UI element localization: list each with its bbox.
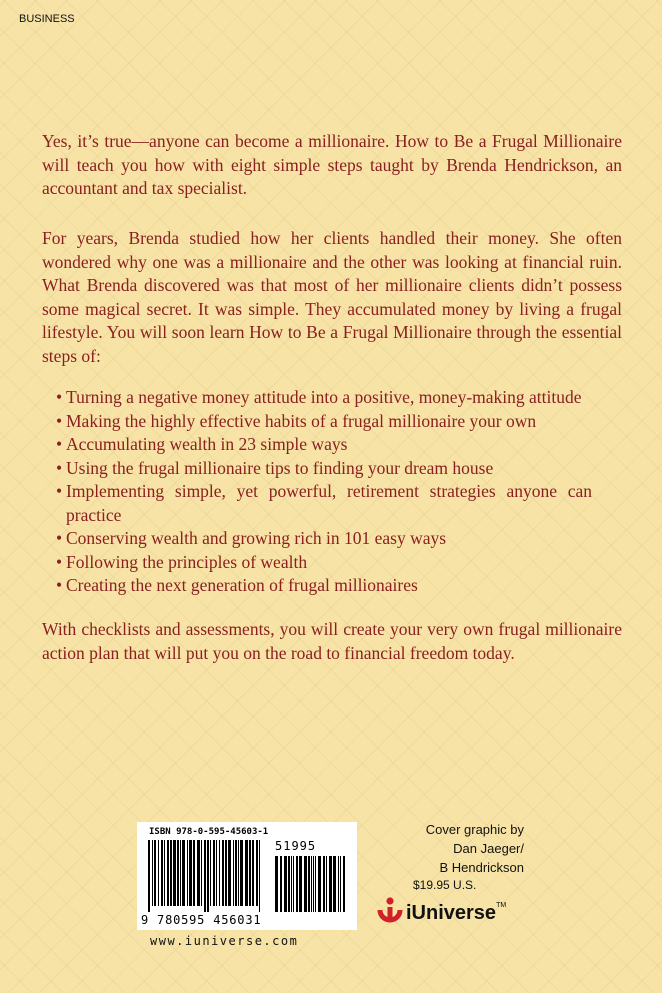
isbn-number: ISBN 978-0-595-45603-1 <box>149 827 269 837</box>
publisher-name: iUniverse <box>406 901 497 924</box>
list-item: • Following the principles of wealth <box>42 551 622 575</box>
price-code: 51995 <box>275 839 317 853</box>
credit-line: Cover graphic by <box>425 822 524 837</box>
list-item: • Using the frugal millionaire tips to finding your dream house <box>42 457 622 481</box>
trademark-symbol: TM <box>496 902 507 909</box>
list-item: • Accumulating wealth in 23 simple ways <box>42 433 622 457</box>
list-item: • Creating the next generation of frugal millionaires <box>42 574 622 598</box>
list-item: • Conserving wealth and growing rich in 101 easy ways <box>42 527 622 551</box>
story-paragraph: For years, Brenda studied how her clients handled their money. She often wondered why one was a millionaire and the other was looking at financial ruin. What Brenda discovered was that most of her millionaire clients didn’t possess some magical secret. It was simple. They accumulated money by living a frugal lifestyle. You will soon learn How to Be a Frugal Millionaire through the essential steps of: <box>42 228 622 366</box>
category-label: BUSINESS <box>19 13 75 25</box>
ean-digits: 9 780595 456031 <box>141 913 262 927</box>
credit-line: Dan Jaeger/ <box>453 841 524 856</box>
publisher-logo <box>376 896 506 930</box>
steps-list <box>42 386 622 598</box>
closing-paragraph: With checklists and assessments, you will create your very own frugal millionaire action plan that will put you on the road to financial freedom today. <box>42 619 622 663</box>
iuniverse-logo-icon <box>376 896 404 930</box>
publisher-website: www.iuniverse.com <box>150 934 299 948</box>
list-item: • Turning a negative money attitude into a positive, money-making attitude <box>42 386 622 410</box>
list-item: • Implementing simple, yet powerful, retirement strategies anyone can practice <box>42 480 622 527</box>
ean-barcode-bars <box>147 840 263 912</box>
price-addon-bars <box>274 856 348 912</box>
credit-line: B Hendrickson <box>439 860 524 875</box>
isbn-barcode <box>137 822 357 930</box>
price-label: $19.95 U.S. <box>413 878 477 892</box>
cover-credit <box>392 820 524 877</box>
list-item: • Making the highly effective habits of a frugal millionaire your own <box>42 410 622 434</box>
intro-paragraph: Yes, it’s true—anyone can become a millionaire. How to Be a Frugal Millionaire will teach you how with eight simple steps taught by Brenda Hendrickson, an accountant and tax specialist. <box>42 131 622 198</box>
